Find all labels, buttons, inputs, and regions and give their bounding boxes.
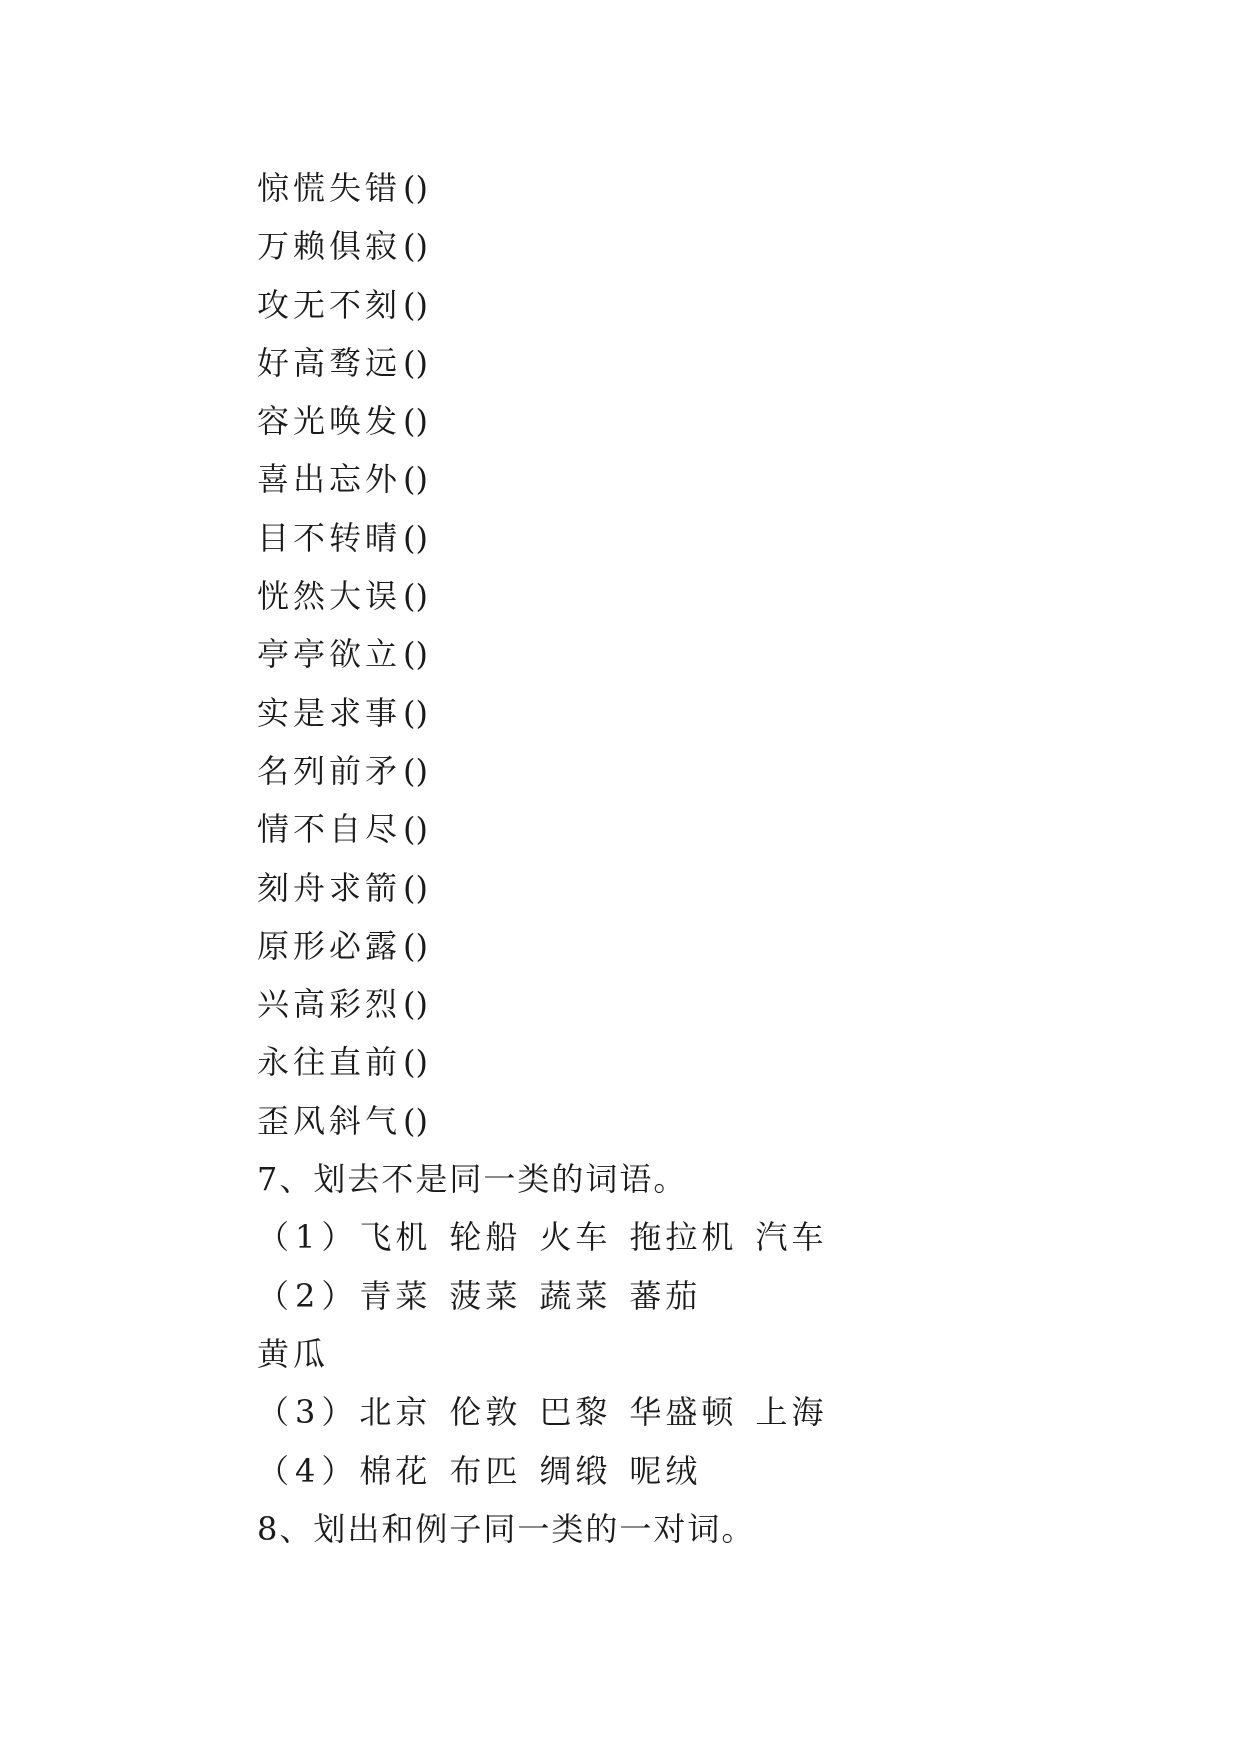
word: 绸缎 <box>539 1451 612 1490</box>
idiom-line <box>257 276 1117 334</box>
idiom-text: 刻舟求箭 <box>257 868 402 907</box>
answer-blank: () <box>403 577 428 616</box>
idiom-text: 攻无不刻 <box>257 285 402 324</box>
answer-blank: () <box>403 169 428 207</box>
answer-blank: () <box>403 926 428 965</box>
word: 蕃茄 <box>629 1276 702 1315</box>
answer-blank: () <box>403 868 428 907</box>
idiom-text: 万赖俱寂 <box>257 227 402 266</box>
idiom-line <box>257 742 1117 800</box>
question-7-item-2 <box>257 1267 1117 1325</box>
question-7-heading: 7、划去不是同一类的词语。 <box>257 1160 688 1199</box>
idiom-text: 喜出忘外 <box>257 460 402 499</box>
word: 菠菜 <box>449 1276 522 1315</box>
answer-blank: () <box>403 227 428 266</box>
idiom-line <box>257 859 1117 917</box>
question-7-item-2-continuation <box>257 1325 1117 1383</box>
answer-blank: () <box>403 751 428 790</box>
word: 伦敦 <box>449 1393 522 1432</box>
idiom-line <box>257 625 1117 683</box>
idiom-text: 歪风斜气 <box>257 1101 402 1140</box>
idiom-text: 好高骛远 <box>257 343 402 382</box>
word: 飞机 <box>359 1218 432 1257</box>
idiom-line <box>257 334 1117 392</box>
idiom-text: 亭亭欲立 <box>257 635 402 674</box>
word: 汽车 <box>755 1218 828 1257</box>
question-7-item-1 <box>257 1208 1117 1266</box>
question-7-item-3 <box>257 1383 1117 1441</box>
idiom-text: 兴高彩烈 <box>257 985 402 1024</box>
answer-blank: () <box>403 285 428 324</box>
answer-blank: () <box>403 1043 428 1082</box>
word: 北京 <box>359 1393 432 1432</box>
word: 黄瓜 <box>257 1334 330 1373</box>
answer-blank: () <box>403 402 428 441</box>
word: 华盛顿 <box>629 1393 738 1432</box>
document-content <box>257 159 1117 1558</box>
item-number: （4） <box>257 1451 360 1490</box>
word: 呢绒 <box>629 1451 702 1490</box>
idiom-text: 情不自尽 <box>257 810 402 849</box>
idiom-line <box>257 392 1117 450</box>
word: 棉花 <box>359 1451 432 1490</box>
question-8-heading: 8、划出和例子同一类的一对词。 <box>257 1509 756 1548</box>
idiom-line <box>257 800 1117 858</box>
item-number: （1） <box>257 1218 360 1257</box>
word: 轮船 <box>449 1218 522 1257</box>
word: 拖拉机 <box>629 1218 738 1257</box>
answer-blank: () <box>403 693 428 732</box>
idiom-line <box>257 1033 1117 1091</box>
idiom-line <box>257 450 1117 508</box>
idiom-line <box>257 917 1117 975</box>
word: 布匹 <box>449 1451 522 1490</box>
idiom-line <box>257 509 1117 567</box>
answer-blank: () <box>403 985 428 1024</box>
word: 上海 <box>755 1393 828 1432</box>
word: 火车 <box>539 1218 612 1257</box>
idiom-line <box>257 684 1117 742</box>
idiom-line <box>257 1092 1117 1150</box>
idiom-text: 目不转晴 <box>257 518 402 557</box>
idiom-text: 恍然大误 <box>257 577 402 616</box>
answer-blank: () <box>403 1101 428 1140</box>
idiom-line <box>257 975 1117 1033</box>
word: 青菜 <box>359 1276 432 1315</box>
idiom-text: 原形必露 <box>257 926 402 965</box>
idiom-text: 实是求事 <box>257 693 402 732</box>
question-7-item-4 <box>257 1442 1117 1500</box>
idiom-line <box>257 567 1117 625</box>
answer-blank: () <box>403 810 428 849</box>
idiom-text: 永往直前 <box>257 1043 402 1082</box>
answer-blank: () <box>403 635 428 674</box>
idiom-text: 容光唤发 <box>257 402 402 441</box>
idiom-line <box>257 159 1117 217</box>
answer-blank: () <box>403 460 428 499</box>
answer-blank: () <box>403 518 428 557</box>
word: 蔬菜 <box>539 1276 612 1315</box>
idiom-line <box>257 217 1117 275</box>
item-number: （2） <box>257 1276 360 1315</box>
word: 巴黎 <box>539 1393 612 1432</box>
idiom-text: 名列前矛 <box>257 751 402 790</box>
item-number: （3） <box>257 1393 360 1432</box>
answer-blank: () <box>403 343 428 382</box>
idiom-text: 惊慌失错 <box>257 169 402 207</box>
